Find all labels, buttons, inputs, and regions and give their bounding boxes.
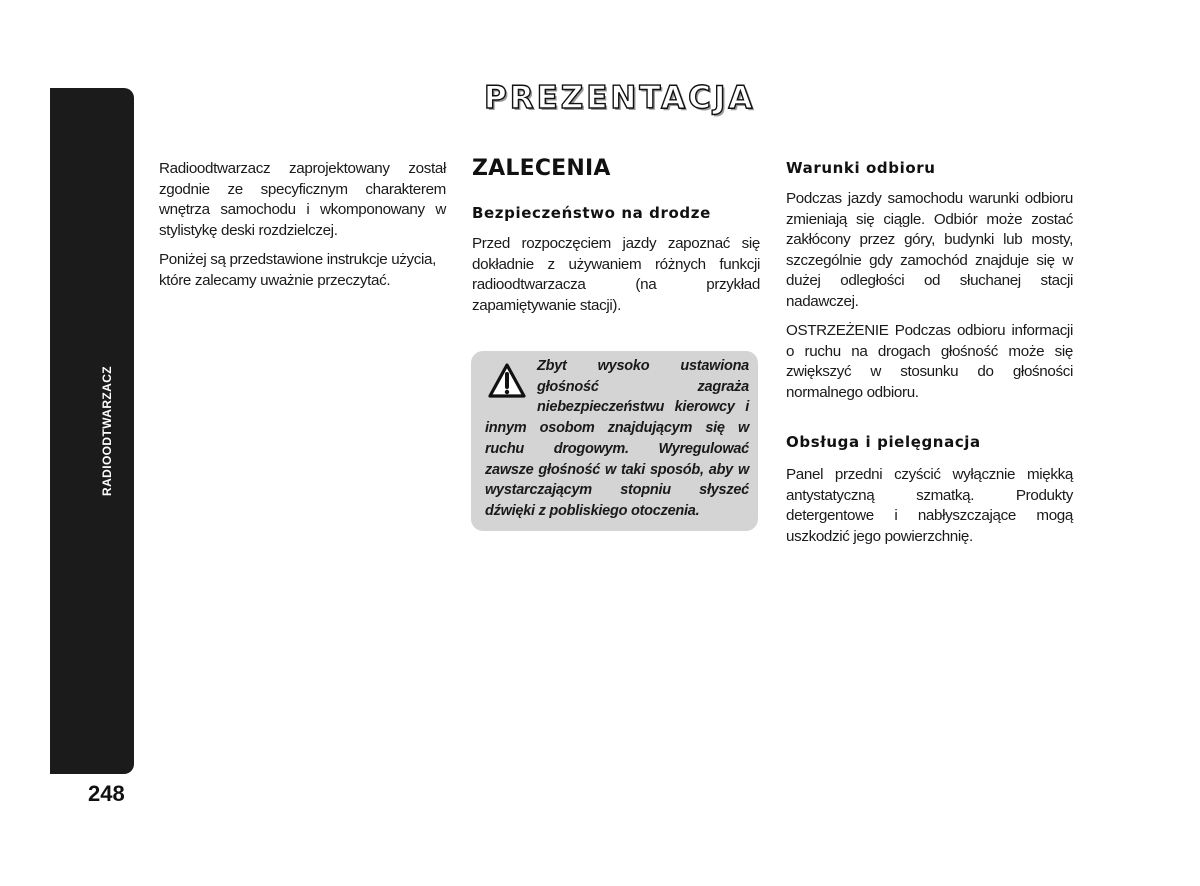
page-number: 248 <box>88 781 125 806</box>
reception-paragraph: Podczas jazdy samochodu warunki odbioru zmieniają się ciągle. Odbiór może zostać zakłócony przez góry, budynki lub mosty, szczególnie gdy zamochód znajduje się w dużej odległości od słuchanej stacji nadawczej. <box>786 190 1073 310</box>
warning-text-container <box>485 356 749 522</box>
subheading-road-safety: Bezpieczeństwo na drodze <box>472 204 711 222</box>
side-tab <box>50 88 134 774</box>
intro-paragraph-2: Poniżej są przedstawione instrukcje użycia, które zalecamy uważnie przeczytać. <box>159 251 437 289</box>
subheading-reception-conditions: Warunki odbioru <box>786 159 936 177</box>
page-title: PREZENTACJA <box>484 80 756 116</box>
subheading-care: Obsługa i pielęgnacja <box>786 433 981 451</box>
side-section-label: RADIOODTWARZACZ <box>100 366 114 496</box>
warning-paragraph: OSTRZEŻENIE Podczas odbioru informacji o ruchu na drogach głośność może się zwiększyć w stosunku do głośności normalnego odbioru. <box>786 322 1073 401</box>
section-heading-zalecenia: ZALECENIA <box>472 156 611 181</box>
warning-text: Zbyt wysoko ustawiona głośność zagraża niebezpieczeństwu kierowcy i innym osobom znajdującym się w ruchu drogowym. Wyregulować zawsze głośność w taki sposób, aby w wystarczającym stopniu słyszeć dźwięki z pobliskiego otoczenia. <box>485 358 749 519</box>
warning-box <box>471 351 758 531</box>
intro-paragraph-1: Radioodtwarzacz zaprojektowany został zgodnie ze specyficznym charakterem wnętrza samochodu i wkomponowany w stylistykę deski rozdzielczej. <box>159 160 446 239</box>
care-paragraph: Panel przedni czyścić wyłącznie miękką antystatyczną szmatką. Produkty detergentowe i nabłyszczające mogą uszkodzić jego powierzchnię. <box>786 466 1073 545</box>
road-safety-paragraph: Przed rozpoczęciem jazdy zapoznać się dokładnie z używaniem różnych funkcji radioodtwarzacza (na przykład zapamiętywanie stacji). <box>472 235 760 314</box>
